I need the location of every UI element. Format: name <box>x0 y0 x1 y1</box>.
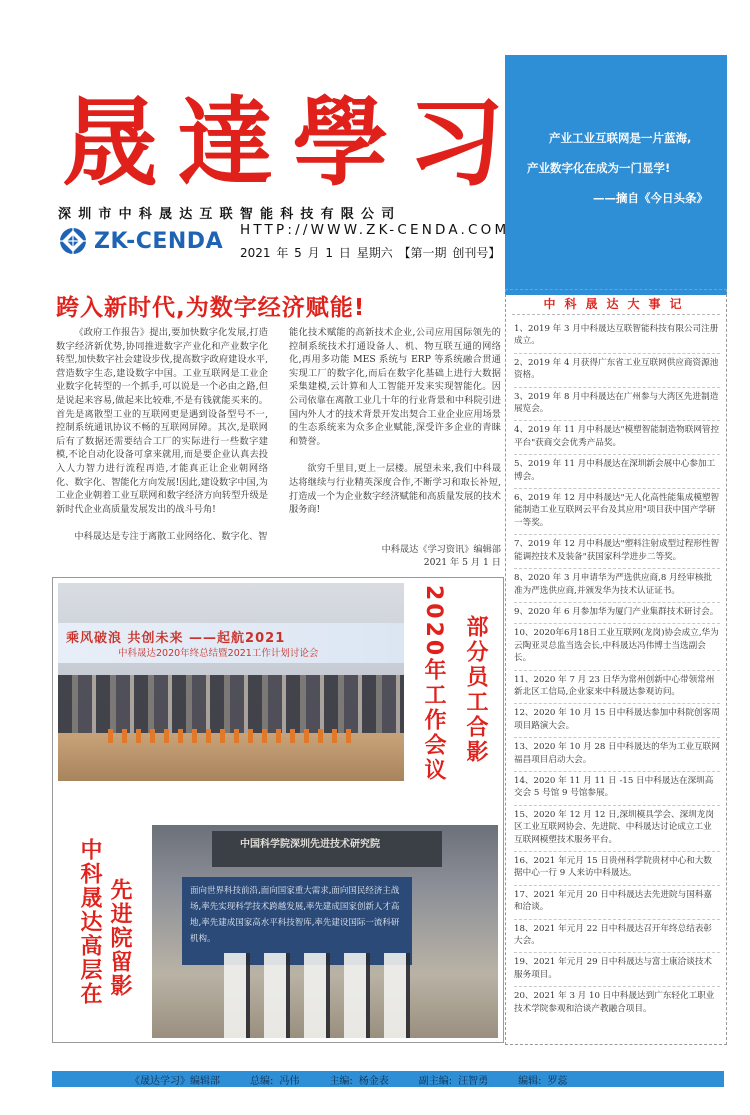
list-item: 10、2020年6月18日工业互联网(龙岗)协会成立,华为云陶亚灵总监当选会长,中科晟达冯伟博士当选副会长。 <box>514 624 720 670</box>
list-item: 4、2019 年 11 月中科晟达"模塑智能制造物联网管控平台"获商交会优秀产品奖。 <box>514 421 720 455</box>
list-item: 14、2020 年 11 月 11 日 -15 日中科晟达在深圳高交会 5 号馆 9 号馆参展。 <box>514 772 720 806</box>
caption-line: 先进院留影 <box>107 878 132 998</box>
quote-box <box>505 55 727 295</box>
company-logo <box>58 226 223 256</box>
footer-value: 冯伟 <box>279 1075 300 1087</box>
company-name: 深圳市中科晟达互联智能科技有限公司 <box>58 207 402 222</box>
list-item: 9、2020 年 6 月参加华为厦门产业集群技术研讨会。 <box>514 603 720 624</box>
group-photo <box>58 583 404 781</box>
photo-bottles <box>108 729 358 743</box>
list-item: 1、2019 年 3 月中科晟达互联智能科技有限公司注册成立。 <box>514 320 720 354</box>
article-headline: 跨入新时代,为数字经济赋能! <box>56 295 366 321</box>
events-list <box>514 320 720 1020</box>
events-sidebar <box>505 289 727 1045</box>
photo-people <box>58 675 404 735</box>
quote-line: 产业数字化在成为一门显学! <box>527 161 671 175</box>
photo-caption-1 <box>412 585 502 785</box>
article-paragraph: 中科晟达是专注于离散工业网络化、数字化、智 <box>74 531 268 543</box>
footer-label: 主编: <box>329 1075 353 1087</box>
list-item: 19、2021 年元月 29 日中科晟达与富士康洽谈技术服务项目。 <box>514 953 720 987</box>
footer-dept: 《晟达学习》编辑部 <box>130 1075 220 1087</box>
quote-source: ——摘自《今日头条》 <box>593 191 708 205</box>
article-body <box>56 326 501 566</box>
list-item: 6、2019 年 12 月中科晟达"无人化高性能集成模塑智能制造工业互联网云平台及其应用"项目获中国产学研一等奖。 <box>514 489 720 535</box>
photo-caption-2 <box>70 838 150 1048</box>
list-item: 11、2020 年 7 月 23 日华为常州创新中心带领常州新北区工信局,企业家来中科晟达参观访问。 <box>514 671 720 705</box>
title-char: 學 <box>292 85 387 199</box>
logo-text: ZK-CENDA <box>94 228 224 254</box>
quote-line: 产业工业互联网是一片蓝海, <box>549 131 692 145</box>
footer-value: 杨金表 <box>358 1075 389 1087</box>
events-title: 中科晟达大事记 <box>543 297 691 311</box>
footer-editor <box>329 1072 388 1087</box>
list-item: 15、2020 年 12 月 12 日,深圳模具学会、深圳龙岗区工业互联网协会、先进院、中科晟达讨论成立工业互联网模塑技术服务平台。 <box>514 806 720 852</box>
footer-design <box>518 1072 567 1087</box>
institute-photo <box>152 825 498 1038</box>
footer-credits <box>52 1071 724 1087</box>
institute-sign-text: 中国科学院深圳先进技术研究院 <box>240 839 380 850</box>
footer-deputy <box>419 1072 488 1087</box>
caption-line: 部分员工合影 <box>463 615 488 765</box>
footer-chief <box>250 1072 299 1087</box>
photo-banner-text: 乘风破浪 共创未来 ——起航2021 <box>66 631 286 646</box>
article-column-right <box>289 326 501 569</box>
caption-line: 中科晟达高层在 <box>77 838 102 1006</box>
footer-label: 编辑: <box>518 1075 542 1087</box>
mission-wall-text: 面向世界科技前沿,面向国家重大需求,面向国民经济主战场,率先实现科学技术跨越发展,率先建成国家创新人才高地,率先建成国家高水平科技智库,率先建设国际一流科研机构。 <box>190 886 400 944</box>
list-item: 3、2019 年 8 月中科晟达在广州参与大湾区先进制造展览会。 <box>514 388 720 422</box>
divider <box>512 314 720 315</box>
masthead-title <box>62 85 502 200</box>
list-item: 12、2020 年 10 月 15 日中科晟达参加中科院创客周项目路演大会。 <box>514 704 720 738</box>
list-item: 20、2021 年 3 月 10 日中科晟达到广东轻化工职业技术学院参观和洽谈产教融合项目。 <box>514 991 715 1014</box>
article-paragraph: 欲穷千里目,更上一层楼。展望未来,我们中科晟达将继续与行业精英深度合作,不断学习和取长补短,打造成一个为企业数字经济赋能和高质量发展的技术服务商! <box>289 463 501 516</box>
list-item: 16、2021 年元月 15 日贵州科学院贵材中心和大数据中心一行 9 人来访中科晟达。 <box>514 852 720 886</box>
list-item: 2、2019 年 4 月获得广东省工业互联网供应商资源池资格。 <box>514 354 720 388</box>
footer-value: 罗蕊 <box>547 1075 568 1087</box>
issue-date: 2021 年 5 月 1 日 星期六 【第一期 创刊号】 <box>240 246 501 260</box>
caption-line: 2020年工作会议 <box>421 585 446 784</box>
list-item: 13、2020 年 10 月 28 日中科晟达的华为工业互联网福昌项目启动大会。 <box>514 738 720 772</box>
footer-label: 总编: <box>250 1075 274 1087</box>
list-item: 5、2019 年 11 月中科晟达在深圳新会展中心参加工博会。 <box>514 455 720 489</box>
list-item: 17、2021 年元月 20 日中科晟达去先进院与国科嘉和洽谈。 <box>514 886 720 920</box>
photo-banner-subtext: 中科晟达2020年终总结暨2021工作计划讨论会 <box>118 648 319 659</box>
article-paragraph: 能化技术赋能的高新技术企业,公司应用国际领先的控制系统技术打通设备人、机、物互联互通的网络化,再用多功能 MES 系统与 ERP 等系统融合贯通实现工厂的数字化,而后在数字化基础上进行大数据采集建模,云计算和人工智能开发来实现智能化。因公司依靠在离散工业几十年的行业背景和中科院引进国内外人才的技术背景开发出契合工业企业应用场景的生态系统来为众多企业赋能,深受许多企业的青睐和赞誉。 <box>289 327 501 447</box>
title-char: 习 <box>407 85 502 199</box>
article-paragraph: 《政府工作报告》提出,要加快数字化发展,打造数字经济新优势,协同推进数字产业化和产业数字化转型,加快数字社会建设步伐,提高数字政府建设水平,营造数字生态,建设数字中国。工业互联网是工业企业数字化转型的一个抓手,可以说是一个必由之路,但是说起来容易,做起来比较难,不是有钱就能买来的。首先是离散型工业的互联网更是遇到设备型号不一,控制系统通讯协议不畅的互联网屏障。其次,是联网后有了数据还需要结合工厂的实际进行一些数字建模,不论自动化设备可拿来就用,而是要企业认真去投入人力智力进行流程再造,才能真正让企业朝网络化、数字化、智能化方向发展!因此,建设数字中国,为工业企业朝着工业互联网和数字经济方向转型升级是新时代企业高质量发展发出的战斗号角! <box>56 327 268 515</box>
title-char: 達 <box>177 85 272 199</box>
list-item: 7、2019 年 12 月中科晟达"塑料注射成型过程形性智能调控技术及装备"获国家科学进步二等奖。 <box>514 535 720 569</box>
signoff-dept: 中科晟达《学习资讯》编辑部 <box>381 543 501 555</box>
list-item: 18、2021 年元月 22 日中科晟达召开年终总结表彰大会。 <box>514 920 720 954</box>
article-column-left <box>56 326 268 544</box>
footer-label: 副主编: <box>418 1075 453 1087</box>
list-item: 8、2020 年 3 月申请华为严选供应商,8 月经审核批准为严选供应商,并颁发华为技术认证证书。 <box>514 569 720 603</box>
footer-value: 汪智勇 <box>458 1075 489 1087</box>
title-char: 晟 <box>62 85 156 199</box>
globe-icon <box>58 226 88 256</box>
article-signoff <box>289 543 501 569</box>
signoff-date: 2021 年 5 月 1 日 <box>423 556 501 568</box>
photo-people <box>224 953 424 1038</box>
website-url: HTTP://WWW.ZK-CENDA.COM <box>240 222 510 238</box>
